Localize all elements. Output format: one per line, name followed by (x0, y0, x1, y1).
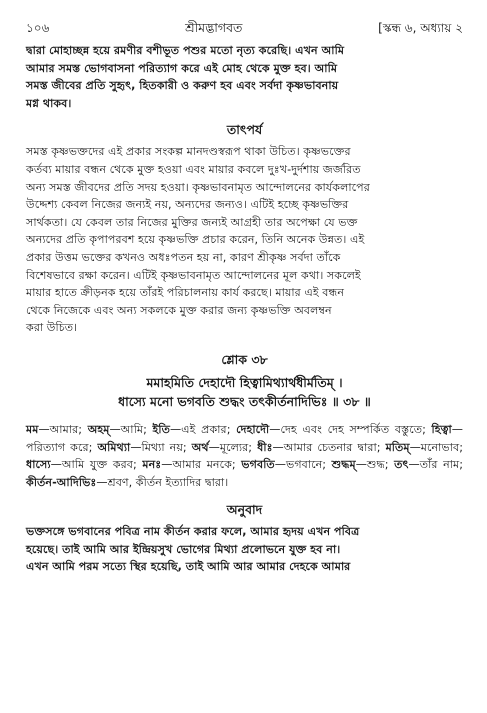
book-title: শ্রীমদ্ভাগবত (185, 20, 243, 35)
synonym-word: মতিম্ (385, 440, 410, 454)
synonym-meaning: —দেহ এবং দেহ সম্পর্কিত বস্তুতে; (269, 422, 432, 436)
synonym-word: ধীঃ (257, 440, 273, 454)
synonym-word: অহম্ (87, 422, 110, 436)
synonym-meaning: —শুদ্ধ; (355, 458, 395, 472)
synonym-word: অর্থ (191, 440, 209, 454)
synonym-word: শুদ্ধম্ (331, 458, 356, 472)
verse-heading: শ্লোক ৩৮ (221, 351, 268, 367)
synonym-word: দেহাদৌ (236, 422, 270, 436)
synonym-word: ভগবতি (241, 458, 275, 472)
synonym-meaning: —আমার মনকে; (161, 458, 242, 472)
translation-heading: অনুবাদ (226, 502, 263, 518)
synonym-word: কীর্তন-আদিভিঃ (26, 475, 97, 489)
synonym-meaning: —মিথ্যা নয়; (130, 440, 192, 454)
synonym-word: ধাস্যে (26, 458, 51, 472)
synonym-word: মনঃ (142, 458, 162, 472)
synonym-meaning: —আমার; (38, 422, 88, 436)
synonym-meaning: —এই প্রকার; (169, 422, 237, 436)
section-label: [স্কন্ধ ৬, অধ্যায় ২ (378, 21, 463, 35)
purport-paragraph: সমস্ত কৃষ্ণভক্তদের এই প্রকার সংকল্প মানদণ্ডস্বরূপ থাকা উচিত। কৃষ্ণভক্তের কর্তব্য মায়ার বন্ধন থেকে মুক্ত হওয়া এবং মায়ার কবলে দুঃখ-দুর্দশায় জর্জরিত অন্য সমস্ত জীবদের প্রতি সদয় হওয়া। কৃষ্ণভাবনামৃত আন্দোলনের কার্যকলাপের উদ্দেশ্য কেবল নিজের জন্যই নয়, অন্যদের জন্যও। এটিই হচ্ছে কৃষ্ণভক্তির সার্থকতা। যে কেবল তার নিজের মুক্তির জন্যই আগ্রহী তার অপেক্ষা যে ভক্ত অন্যদের প্রতি কৃপাপরবশ হয়ে কৃষ্ণভক্তি প্রচার করেন, তিনি অনেক উন্নত। এই প্রকার উত্তম ভক্তের কখনও অধঃপতন হয় না, কারণ শ্রীকৃষ্ণ সর্বদা তাঁকে বিশেষভাবে রক্ষা করেন। এটিই কৃষ্ণভাবনামৃত আন্দোলনের মূল কথা। সকলেই মায়ার হাতে ক্রীড়নক হয়ে তাঁরই পরিচালনায় কার্য করছে। মায়ার এই বন্ধন থেকে নিজেকে এবং অন্য সকলকে মুক্ত করার জন্য কৃষ্ণভক্তি অবলম্বন করা উচিত। (26, 145, 370, 335)
verse-text: মমাহমিতি দেহাদৌ হিত্বামিথ্যার্থধীর্মতিম্ । ধাস্যে মনো ভগবতি শুদ্ধং তৎকীর্তনাদিভিঃ ॥ ৩৮ ॥ (118, 374, 371, 409)
translation-paragraph: ভক্তসঙ্গে ভগবানের পবিত্র নাম কীর্তন করার ফলে, আমার হৃদয় এখন পবিত্র হয়েছে। তাই আমি আর ইন্দ্রিয়সুখ ভোগের মিথ্যা প্রলোভনে যুক্ত হব না। এখন আমি পরম সত্যে স্থির হয়েছি, তাই আমি আর আমার দেহকে আমার (26, 525, 360, 574)
page-header (26, 20, 463, 36)
purport-heading: তাৎপর্য (226, 122, 263, 138)
synonyms-paragraph (26, 421, 463, 491)
synonym-word: হিত্বা (431, 422, 452, 436)
synonym-meaning: —তাঁর নাম; (408, 458, 463, 472)
synonym-word: ইতি (152, 422, 170, 436)
synonym-meaning: —আমি যুক্ত করব; (50, 458, 143, 472)
synonym-meaning: —আমার চেতনার দ্বারা; (272, 440, 386, 454)
synonym-word: তৎ (394, 458, 409, 472)
synonym-meaning: —আমি; (109, 422, 153, 436)
page-number: ১০৬ (26, 21, 50, 35)
synonym-meaning: —পরিত্যাগ করে; (26, 422, 463, 454)
synonym-word: মম (26, 422, 39, 436)
intro-paragraph: দ্বারা মোহাচ্ছন্ন হয়ে রমণীর বশীভূত পশুর মতো নৃত্য করেছি। এখন আমি আমার সমস্ত ভোগবাসনা পরিত্যাগ করে এই মোহ থেকে মুক্ত হব। আমি সমস্ত জীবের প্রতি সুহৃৎ, হিতকারী ও করুণ হব এবং সর্বদা কৃষ্ণভাবনায় মগ্ন থাকব। (26, 44, 345, 110)
synonym-meaning: —মূল্যের; (208, 440, 258, 454)
synonym-meaning: —শ্রবণ, কীর্তন ইত্যাদির দ্বারা। (96, 475, 229, 489)
synonym-word: অমিথ্যা (97, 440, 131, 454)
synonym-meaning: —ভগবানে; (274, 458, 332, 472)
synonym-meaning: —মনোভাব; (409, 440, 463, 454)
